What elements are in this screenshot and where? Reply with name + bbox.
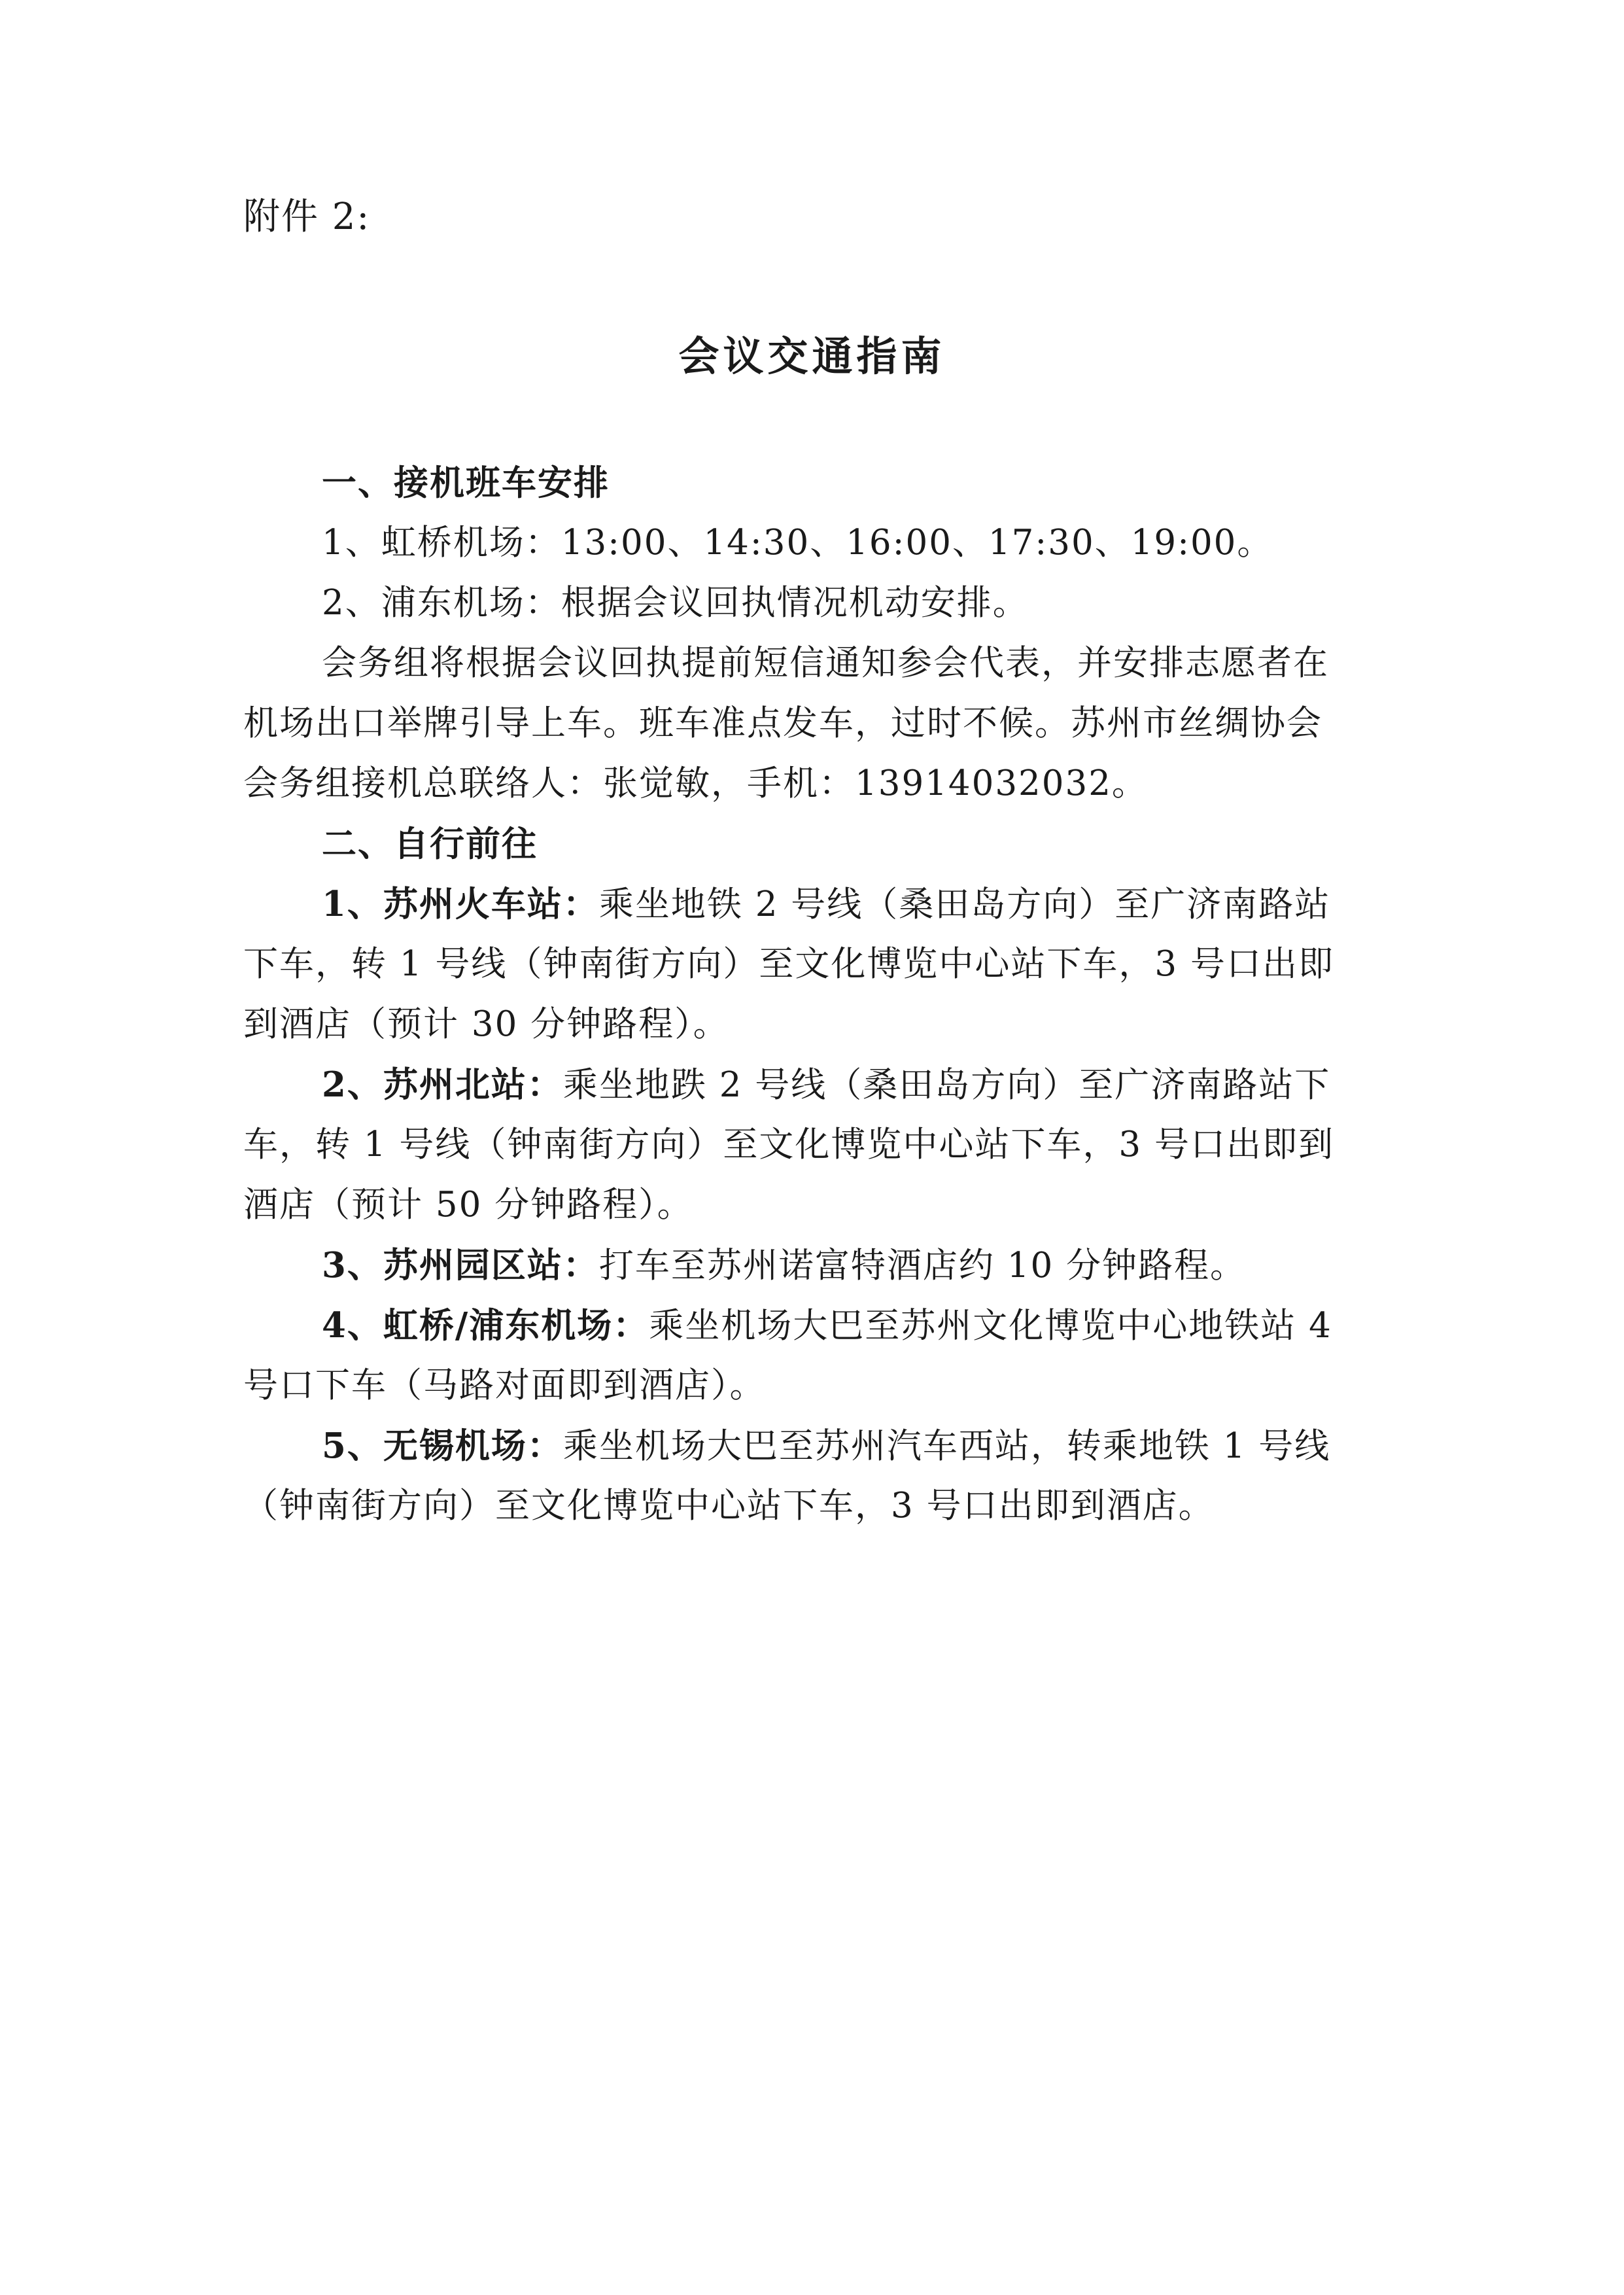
route-text: 乘坐地跌 2 号线（桑田岛方向）至广济南路站下: [562, 1065, 1331, 1105]
route-text-line: 到酒店（预计 30 分钟路程）。: [243, 1004, 729, 1044]
shuttle-item-pudong: 2、浦东机场：根据会议回执情况机动安排。: [322, 583, 1029, 623]
route-label: 3、苏州园区站：: [322, 1245, 599, 1286]
route-text-line: 车，转 1 号线（钟南街方向）至文化博览中心站下车，3 号口出即到: [243, 1125, 1334, 1165]
document-body: [243, 453, 1381, 1536]
route-label: 2、苏州北站：: [322, 1064, 563, 1105]
section-heading-airport-shuttle: 一、接机班车安排: [322, 463, 610, 503]
section-heading-self-travel: 二、自行前往: [322, 824, 538, 864]
route-text-line: 下车，转 1 号线（钟南街方向）至文化博览中心站下车，3 号口出即: [243, 944, 1334, 984]
shuttle-note-line: 会务组将根据会议回执提前短信通知参会代表，并安排志愿者在: [322, 643, 1329, 683]
route-text-line: 酒店（预计 50 分钟路程）。: [243, 1185, 693, 1225]
route-label: 4、虹桥/浦东机场：: [322, 1305, 649, 1346]
route-text: 乘坐机场大巴至苏州汽车西站，转乘地铁 1 号线: [562, 1426, 1331, 1466]
route-text: 乘坐机场大巴至苏州文化博览中心地铁站 4: [649, 1306, 1332, 1346]
route-item: [243, 1055, 1381, 1115]
route-item: [243, 1295, 1381, 1356]
route-text-line: （钟南街方向）至文化博览中心站下车，3 号口出即到酒店。: [243, 1486, 1215, 1526]
route-item: [243, 1235, 1381, 1295]
shuttle-note-line: 机场出口举牌引导上车。班车准点发车，过时不候。苏州市丝绸协会: [243, 703, 1322, 743]
route-text-line: 号口下车（马路对面即到酒店）。: [243, 1365, 766, 1405]
route-label: 5、无锡机场：: [322, 1426, 563, 1466]
route-text: 乘坐地铁 2 号线（桑田岛方向）至广济南路站: [598, 885, 1331, 924]
document-title: 会议交通指南: [678, 332, 946, 380]
route-text: 打车至苏州诺富特酒店约 10 分钟路程。: [598, 1246, 1247, 1286]
shuttle-note-line: 会务组接机总联络人：张觉敏，手机：13914032032。: [243, 763, 1148, 803]
route-item: [243, 874, 1381, 934]
route-label: 1、苏州火车站：: [322, 884, 599, 924]
attachment-label: 附件 2:: [243, 196, 371, 238]
shuttle-item-hongqiao: 1、虹桥机场：13:00、14:30、16:00、17:30、19:00。: [322, 523, 1273, 563]
route-item: [243, 1416, 1381, 1476]
